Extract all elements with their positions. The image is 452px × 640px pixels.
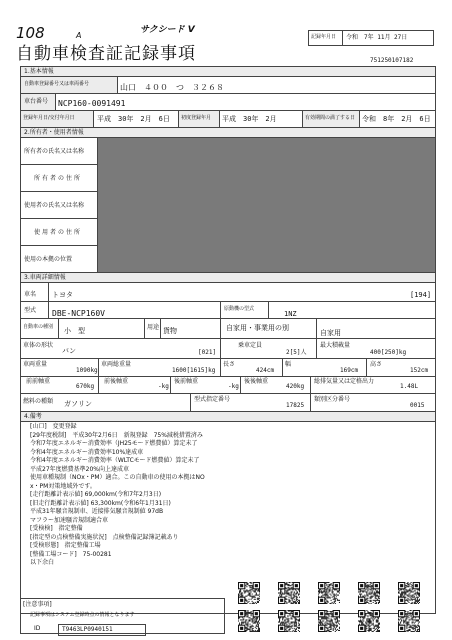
redaction-block [98, 138, 435, 272]
qr-code-icon [238, 582, 260, 604]
document-number: 751250107182 [370, 57, 414, 64]
body-value: バン [62, 347, 76, 355]
handwritten-letter: A [76, 31, 82, 40]
model-label: 型式 [24, 307, 37, 314]
section3-heading: 3.車両詳細情報 [24, 274, 66, 281]
remark-line: [受検検] 指定整備 [30, 525, 83, 532]
qr-code-icon [318, 582, 340, 604]
capacity-label: 乗車定員 [238, 342, 263, 349]
width-label: 幅 [285, 361, 292, 368]
record-date-label: 記録年月日 [311, 34, 337, 40]
user-name-label: 使用者の氏名又は名称 [24, 202, 85, 209]
kind-value: 小 型 [64, 327, 85, 335]
weight-value: 1090kg [76, 367, 98, 374]
gross-value: 1600[1615]kg [172, 367, 216, 374]
remark-line: [受検形態] 指定整備工場 [30, 542, 101, 549]
record-date-value: 令和 7年 11月 27日 [346, 34, 408, 41]
qr-code-icon [238, 610, 260, 632]
qr-code-area [238, 582, 438, 636]
purpose-label: 自家用・事業用の別 [226, 324, 289, 332]
id-value: T9463LP0940151 [62, 626, 113, 633]
gross-label: 車両総重量 [101, 361, 132, 368]
kind-label: 自動車の種別 [23, 324, 54, 330]
length-label: 長さ [223, 361, 236, 368]
remark-line: [整備工場コード] 75-00281 [30, 550, 112, 558]
length-value: 424cm [256, 367, 275, 374]
maker-code: [194] [410, 291, 432, 299]
remark-line: 令和7年度エネルギー消費効率（JH25モード燃費値）算定未了 [30, 440, 198, 447]
class-no-label: 類別区分番号 [314, 396, 351, 403]
expiry-label: 有効期間の満了する日 [305, 115, 356, 121]
qr-code-icon [398, 610, 420, 632]
rf-axle-label: 後前軸重 [174, 378, 199, 385]
type-no-value: 17825 [286, 402, 305, 409]
remark-line: 使用車種規制（NOx・PM）適合。この自動車の使用の本拠はNO [30, 474, 205, 481]
handwritten-number: 108 [16, 24, 45, 42]
section4-heading: 4.備考 [24, 413, 42, 420]
first-year-value: 平成 30年 2月 [222, 115, 277, 123]
notice-heading: [注意事項] [23, 601, 52, 608]
expiry-value: 令和 8年 2月 6日 [362, 115, 431, 123]
first-reg-label: 登録年月日/交付年月日 [23, 115, 75, 121]
section2-heading: 2.所有者・使用者情報 [24, 129, 84, 136]
ff-axle-label: 前前軸重 [26, 378, 51, 385]
remark-line: x・PM対策地域外です。 [30, 482, 96, 490]
remark-line: 令和4年度エネルギー消費効率（WLTCモード燃費値）算定未了 [30, 457, 200, 464]
use-label: 用途 [147, 324, 160, 331]
fuel-label: 燃料の種類 [23, 398, 54, 405]
body-code: [021] [198, 349, 217, 356]
engine-label: 原動機の型式 [224, 306, 255, 312]
maker-value: トヨタ [52, 291, 73, 299]
remark-line: [指定型の点検整備実施状況] 点検整備記録簿記載あり [30, 533, 179, 541]
base-location-label: 使用の本拠の位置 [24, 256, 73, 263]
weight-label: 車両重量 [23, 361, 48, 368]
qr-code-icon [358, 610, 380, 632]
displacement-value: 1.48L [400, 383, 419, 390]
remark-line: 平成31年騒音規制車、近接排気騒音規制値 97dB [30, 508, 164, 515]
model-value: DBE-NCP160V [52, 309, 105, 318]
rr-axle-label: 後後軸重 [244, 378, 269, 385]
reg-label: 自動車登録番号又は車両番号 [24, 81, 90, 87]
fr-axle-label: 前後軸重 [104, 378, 129, 385]
rf-axle-value: -kg [228, 383, 239, 390]
qr-code-icon [318, 610, 340, 632]
fuel-value: ガソリン [64, 400, 92, 408]
reg-value: 山口 ４００ つ ３２６８ [120, 83, 224, 92]
width-value: 169cm [340, 367, 359, 374]
height-label: 高さ [370, 361, 383, 368]
fr-axle-value: -kg [158, 383, 169, 390]
first-year-label: 初度登録年月 [181, 115, 212, 121]
owner-name-label: 所有者の氏名又は名称 [24, 148, 85, 155]
remark-line: [山口] 変更登録 [30, 423, 77, 430]
body-label: 車体の形状 [23, 342, 54, 349]
qr-code-icon [358, 582, 380, 604]
purpose-value: 自家用 [320, 329, 341, 337]
qr-code-icon [398, 582, 420, 604]
rr-axle-value: 420kg [286, 383, 305, 390]
displacement-label: 総排気量又は定格出力 [314, 378, 375, 385]
maker-label: 車名 [24, 291, 37, 298]
first-reg-value: 平成 30年 2月 6日 [97, 115, 170, 123]
handwritten-model: サクシード V [140, 25, 195, 35]
user-address-label: 使用者の住所 [34, 229, 83, 236]
document-title: 自動車検査証記録事項 [16, 44, 196, 64]
section1-heading: 1.基本情報 [24, 68, 54, 75]
id-label: ID [34, 625, 41, 632]
qr-code-icon [278, 610, 300, 632]
capacity-value: 2[5]人 [286, 349, 307, 356]
engine-value: 1NZ [284, 310, 297, 318]
ff-axle-value: 670kg [76, 383, 95, 390]
chassis-value: NCP160-0091491 [58, 99, 126, 108]
class-no-value: 0015 [410, 402, 425, 409]
remark-line: [29年度税制] 平成30年2月6日 新規登録 75%減税措置済み [30, 431, 203, 439]
remark-line: [旧走行距離計表示値] 63,300km(令和6年1月31日) [30, 499, 171, 507]
use-value: 貨物 [163, 327, 177, 335]
remark-line: マフラー加速騒音規制適合車 [30, 516, 109, 524]
remark-line: 以下余白 [30, 559, 55, 566]
owner-address-label: 所有者の住所 [34, 175, 83, 182]
type-no-label: 型式指定番号 [194, 396, 231, 403]
remark-line: 令和4年度エネルギー消費効率10%達成車 [30, 448, 144, 456]
remark-line: [走行距離計表示値] 69,000km(令和7年2月3日) [30, 491, 162, 498]
chassis-label: 車台番号 [24, 98, 49, 105]
height-value: 152cm [410, 367, 429, 374]
notice-text: 記録事項はシステム登録時点の情報となります [30, 612, 135, 618]
maxload-value: 400[250]kg [370, 349, 407, 356]
maxload-label: 最大積載量 [320, 342, 351, 349]
qr-code-icon [278, 582, 300, 604]
remark-line: 平成27年度燃費基準20%向上達成車 [30, 465, 129, 473]
